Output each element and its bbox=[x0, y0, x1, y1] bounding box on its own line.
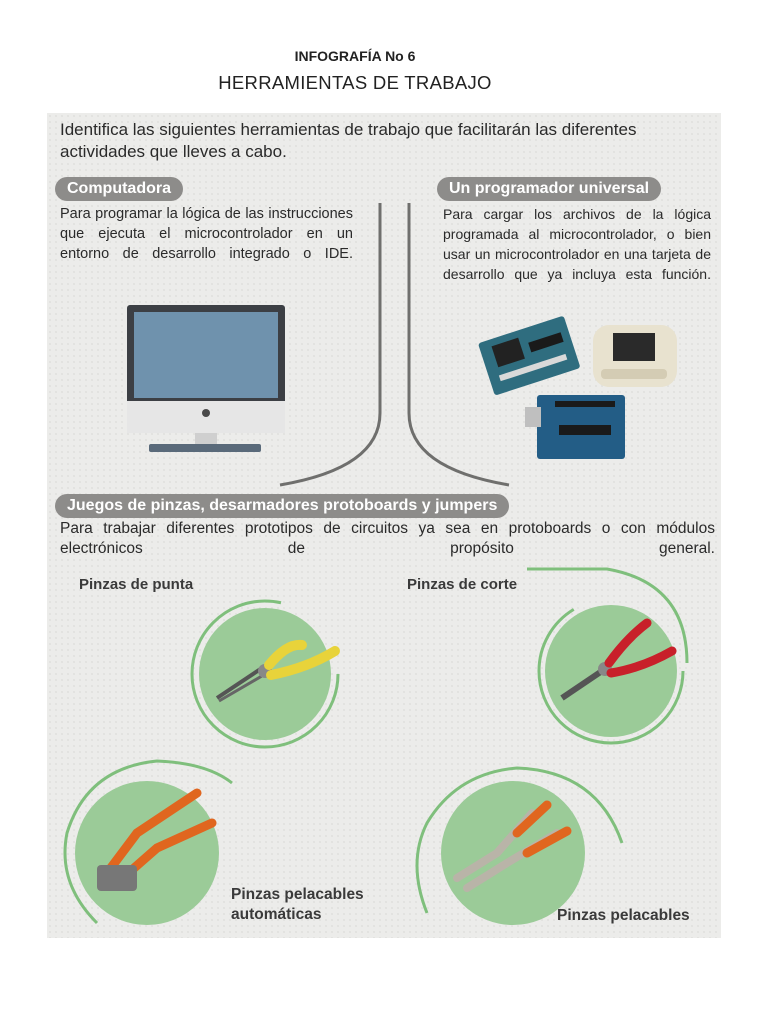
label-pinzas-pelacables: Pinzas pelacables bbox=[557, 907, 690, 924]
text-computadora: Para programar la lógica de las instrucciones que ejecuta el microcontrolador en un entorno de desarrollo integrado o IDE. bbox=[60, 206, 353, 262]
label-pinzas-pelacables-auto-line1: Pinzas pelacables bbox=[231, 886, 364, 903]
tag-programador: Un programador universal bbox=[437, 177, 661, 201]
infographic-label: INFOGRAFÍA No 6 bbox=[294, 48, 416, 64]
text-juegos: Para trabajar diferentes prototipos de circuitos ya sea en protoboards o con módulos electrónicos de propósito general. bbox=[60, 520, 715, 557]
infographic bbox=[47, 113, 721, 938]
label-pinzas-punta: Pinzas de punta bbox=[79, 576, 194, 593]
label-pinzas-corte: Pinzas de corte bbox=[407, 576, 518, 593]
text-programador: Para cargar los archivos de la lógica programada al microcontrolador, o bien usar un microcontrolador en una tarjeta de desarrollo que ya incluya esta función. bbox=[443, 206, 711, 282]
tag-computadora: Computadora bbox=[55, 177, 183, 201]
label-pinzas-pelacables-auto-line2: automáticas bbox=[231, 906, 322, 923]
computer-icon bbox=[127, 305, 287, 455]
programmer-devices-icon bbox=[475, 313, 685, 463]
label-pinzas-pelacables-auto bbox=[231, 885, 364, 925]
ring-punta bbox=[177, 573, 367, 763]
ring-corte bbox=[507, 563, 707, 753]
intro-text: Identifica las siguientes herramientas de trabajo que facilitarán las diferentes actividades que lleves a cabo. bbox=[60, 120, 637, 161]
page-title: HERRAMIENTAS DE TRABAJO bbox=[218, 72, 492, 93]
tag-juegos: Juegos de pinzas, desarmadores protoboards y jumpers bbox=[55, 494, 509, 518]
